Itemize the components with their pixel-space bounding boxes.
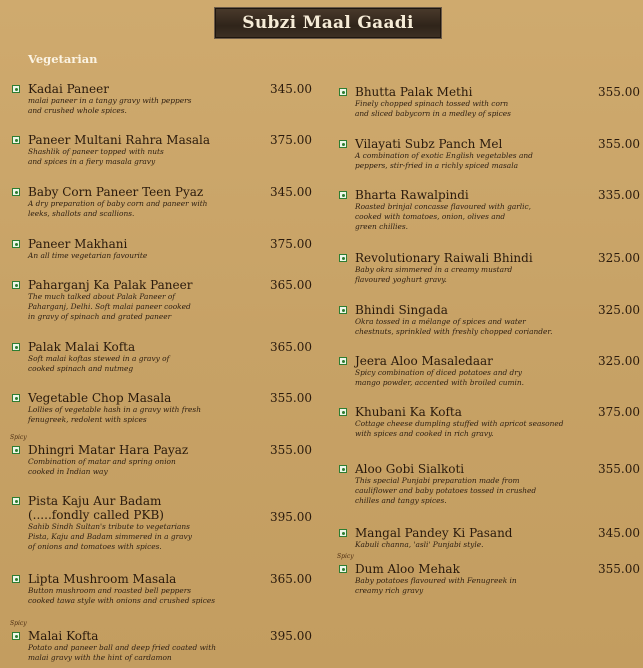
menu-item-name: Aloo Gobi Sialkoti [355,462,465,476]
menu-item-name: Dum Aloo Mehak [355,562,460,576]
menu-item-description: green chillies. [355,222,408,231]
veg-symbol-icon [12,632,20,640]
menu-item-name: (.....fondly called PKB) [28,508,164,522]
veg-symbol-icon [339,306,347,314]
menu-item-price: 345.00 [270,185,312,199]
veg-symbol-icon [12,188,20,196]
menu-item-name: Jeera Aloo Masaledaar [355,354,493,368]
menu-item-description: mango powder, accented with broiled cumin. [355,378,525,387]
menu-item-description: Potato and paneer ball and deep fried coated with [28,643,216,652]
menu-item-description: Spicy combination of diced potatoes and dry [355,368,522,377]
menu-item-description: Shashlik of paneer topped with nuts [28,147,164,156]
menu-item-description: malai gravy with the hint of cardamon [28,653,172,662]
menu-item-name: Dhingri Matar Hara Payaz [28,443,189,457]
menu-item-price: 375.00 [598,405,640,419]
menu-item-price: 395.00 [270,629,312,643]
menu-item-description: cooked in Indian way [28,467,108,476]
veg-symbol-icon [12,497,20,505]
veg-symbol-icon [339,191,347,199]
menu-item-name: Vegetable Chop Masala [28,391,172,405]
menu-item-name: Lipta Mushroom Masala [28,572,177,586]
menu-item-price: 355.00 [270,391,312,405]
menu-item-price: 345.00 [598,526,640,540]
menu-item-description: Baby potatoes flavoured with Fenugreek in [355,576,517,585]
menu-item-description: A combination of exotic English vegetables and [355,151,533,160]
menu-item-description: Sahib Sindh Sultan's tribute to vegetarians [28,522,190,531]
veg-symbol-icon [12,343,20,351]
veg-symbol-icon [12,281,20,289]
menu-item-description: Kabuli channa, 'asli' Punjabi style. [355,540,484,549]
menu-item-description: fenugreek, redolent with spices [28,415,147,424]
menu-item-description: Finely chopped spinach tossed with corn [355,99,509,108]
section-title-vegetarian: Vegetarian [28,52,98,66]
menu-item-price: 355.00 [270,443,312,457]
menu-item-description: leeks, shallots and scallions. [28,209,135,218]
menu-item-price: 345.00 [270,82,312,96]
veg-symbol-icon [339,408,347,416]
menu-item-description: Soft malai koftas stewed in a gravy of [28,354,170,363]
menu-item-description: cooked tawa style with onions and crushed spices [28,596,216,605]
menu-item-name: Mangal Pandey Ki Pasand [355,526,513,540]
menu-item-price: 395.00 [270,510,312,524]
menu-item-description: An all time vegetarian favourite [28,251,148,260]
menu-item-description: Paharganj, Delhi. Soft malai paneer cooked [28,302,191,311]
menu-item-description: peppers, stir-fried in a richly spiced masala [355,161,518,170]
menu-item-name: Bhindi Singada [355,303,448,317]
menu-item-description: Combination of matar and spring onion [28,457,176,466]
menu-item-price: 365.00 [270,572,312,586]
spicy-marker-icon: Spicy [10,620,27,627]
veg-symbol-icon [339,357,347,365]
menu-item-description: Pista, Kaju and Badam simmered in a gravy [28,532,192,541]
menu-item-price: 355.00 [598,462,640,476]
veg-symbol-icon [12,446,20,454]
menu-item-description: malai paneer in a tangy gravy with peppers [28,96,192,105]
menu-item-name: Malai Kofta [28,629,99,643]
veg-symbol-icon [339,88,347,96]
menu-item-description: Okra tossed in a mélange of spices and water [355,317,526,326]
menu-item-name: Bharta Rawalpindi [355,188,469,202]
menu-item-price: 325.00 [598,251,640,265]
menu-item-description: of onions and tomatoes with spices. [28,542,162,551]
spicy-marker-icon: Spicy [337,553,354,560]
menu-item-description: A dry preparation of baby corn and paneer with [28,199,208,208]
menu-item-name: Kadai Paneer [28,82,109,96]
menu-item-price: 375.00 [270,237,312,251]
veg-symbol-icon [339,140,347,148]
menu-item-name: Bhutta Palak Methi [355,85,473,99]
menu-item-description: cooked spinach and nutmeg [28,364,134,373]
menu-item-name: Paneer Multani Rahra Masala [28,133,211,147]
menu-item-description: Roasted brinjal concasse flavoured with garlic, [355,202,532,211]
menu-item-description: Baby okra simmered in a creamy mustard [355,265,513,274]
page-title: Subzi Maal Gaadi [242,13,414,33]
menu-item-name: Baby Corn Paneer Teen Pyaz [28,185,204,199]
menu-item-name: Vilayati Subz Panch Mel [355,137,503,151]
veg-symbol-icon [339,565,347,573]
menu-item-price: 355.00 [598,85,640,99]
menu-item-name: Khubani Ka Kofta [355,405,462,419]
menu-item-description: This special Punjabi preparation made from [355,476,520,485]
veg-symbol-icon [339,529,347,537]
menu-item-description: and spices in a fiery masala gravy [28,157,156,166]
spicy-marker-icon: Spicy [10,434,27,441]
veg-symbol-icon [12,394,20,402]
menu-item-price: 335.00 [598,188,640,202]
menu-item-description: Cottage cheese dumpling stuffed with apricot seasoned [355,419,564,428]
menu-item-price: 325.00 [598,354,640,368]
menu-item-description: and sliced babycorn in a medley of spices [355,109,511,118]
menu-item-price: 325.00 [598,303,640,317]
menu-item-description: with spices and cooked in rich gravy. [355,429,494,438]
veg-symbol-icon [12,240,20,248]
veg-symbol-icon [339,465,347,473]
menu-item-price: 365.00 [270,278,312,292]
menu-item-description: Lollies of vegetable hash in a gravy with fresh [28,405,201,414]
menu-item-price: 375.00 [270,133,312,147]
veg-symbol-icon [12,136,20,144]
veg-symbol-icon [339,254,347,262]
menu-item-price: 355.00 [598,137,640,151]
menu-item-description: cooked with tomatoes, onion, olives and [355,212,506,221]
menu-item-description: chilles and tangy spices. [355,496,447,505]
menu-item-name: Revolutionary Raiwali Bhindi [355,251,533,265]
menu-item-description: chestnuts, sprinkled with freshly chopped coriander. [355,327,553,336]
veg-symbol-icon [12,575,20,583]
veg-symbol-icon [12,85,20,93]
menu-item-description: creamy rich gravy [355,586,424,595]
menu-title-banner [214,7,442,39]
menu-item-name: Palak Malai Kofta [28,340,136,354]
menu-item-price: 365.00 [270,340,312,354]
menu-item-description: flavoured yoghurt gravy. [355,275,447,284]
menu-item-name: Pista Kaju Aur Badam [28,494,162,508]
menu-item-description: cauliflower and baby potatoes tossed in crushed [355,486,537,495]
menu-item-price: 355.00 [598,562,640,576]
menu-item-description: Button mushroom and roasted bell peppers [28,586,192,595]
menu-item-description: The much talked about Palak Paneer of [28,292,176,301]
menu-item-name: Paharganj Ka Palak Paneer [28,278,193,292]
menu-item-description: in gravy of spinach and grated paneer [28,312,172,321]
menu-item-name: Paneer Makhani [28,237,128,251]
menu-item-description: and crushed whole spices. [28,106,127,115]
